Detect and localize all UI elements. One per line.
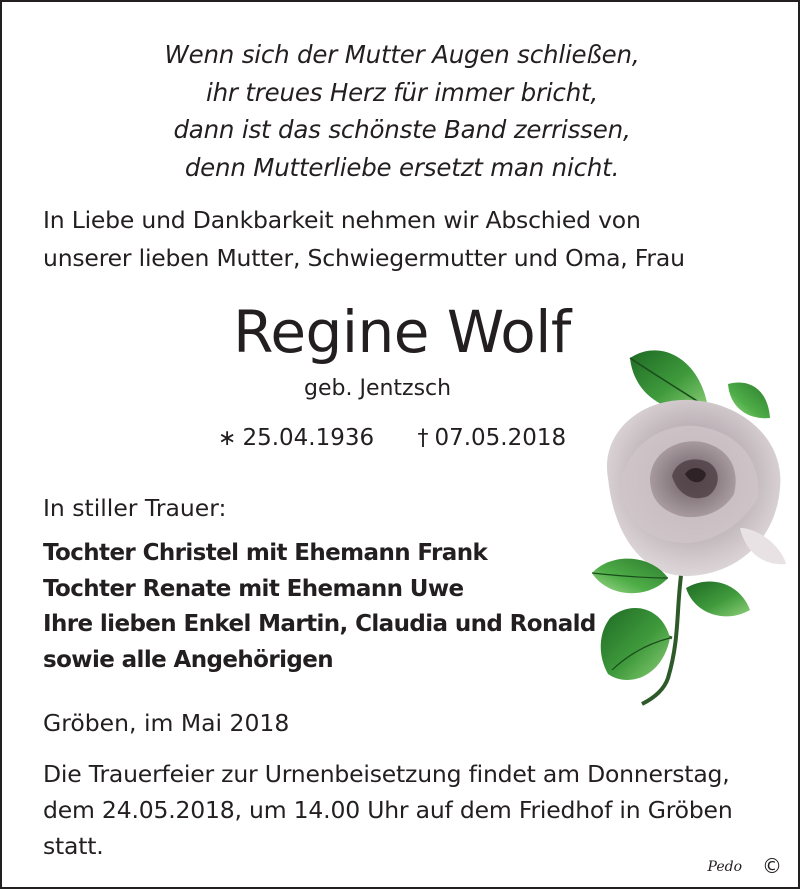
place-date: Gröben, im Mai 2018 [43,709,290,737]
mourner-line: sowie alle Angehörigen [43,646,334,673]
artist-signature: Pedo [707,859,742,875]
poem-line: ihr treues Herz für immer bricht, [205,77,599,107]
copyright-icon: © [762,854,782,878]
mourners-list [43,536,596,678]
maiden-name: geb. Jentzsch [304,376,452,401]
mourner-line: Tochter Renate mit Ehemann Uwe [43,575,464,602]
poem-line: Wenn sich der Mutter Augen schließen, [164,40,640,69]
birth-date-value: 25.04.1936 [242,425,375,451]
life-dates [218,423,566,454]
mourning-label: In stiller Trauer: [43,494,227,522]
service-line: statt. [43,832,104,860]
mourner-line: Tochter Christel mit Ehemann Frank [43,540,488,566]
rose-icon [590,338,790,710]
birth-date [218,423,374,454]
intro-line: unserer lieben Mutter, Schwiegermutter und Oma, Frau [43,243,685,272]
death-date [417,423,566,454]
poem [2,36,800,186]
death-date-value: 07.05.2018 [434,425,567,451]
intro-text [43,202,685,277]
service-notice [43,756,733,864]
service-line: dem 24.05.2018, um 14.00 Uhr auf dem Friedhof in Gröben [43,796,733,824]
poem-line: denn Mutterliebe ersetzt man nicht. [184,152,620,182]
mourner-line: Ihre lieben Enkel Martin, Claudia und Ronald [43,611,596,637]
birth-star-icon: ∗ [218,426,237,451]
poem-line: dann ist das schönste Band zerrissen, [173,115,631,144]
service-line: Die Trauerfeier zur Urnenbeisetzung findet am Donnerstag, [43,760,730,788]
intro-line: In Liebe und Dankbarkeit nehmen wir Abschied von [43,206,641,234]
death-cross-icon: † [417,426,429,451]
deceased-name: Regine Wolf [233,298,571,366]
